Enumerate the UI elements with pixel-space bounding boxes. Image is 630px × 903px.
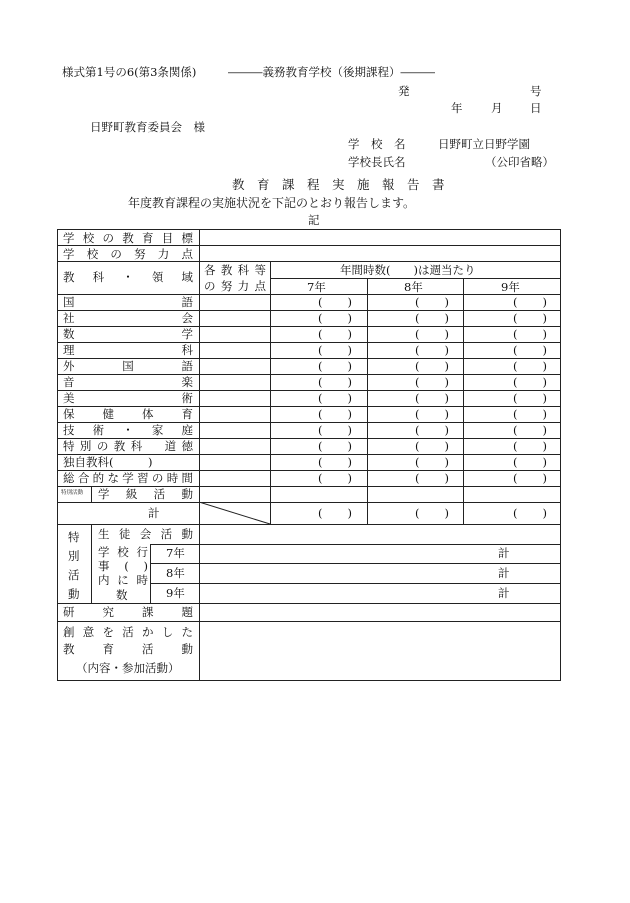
hours-cell-r8-g9: ( ) — [513, 423, 547, 437]
hours-cell-r6-g9: ( ) — [513, 391, 547, 405]
grade-7-header: 7年 — [307, 280, 326, 294]
effort-header-2: の 努 力 点 — [204, 279, 266, 293]
hours-cell-r12-g9: ( ) — [513, 506, 547, 520]
hours-cell-r7-g8: ( ) — [415, 407, 449, 421]
principal-label: 学校長氏名 — [348, 155, 406, 169]
day-label: 日 — [530, 101, 542, 115]
creative-2: 教 育 活 動 — [63, 642, 193, 656]
subject-header: 教 科 ・ 領 域 — [63, 270, 193, 284]
document-title: 教 育 課 程 実 施 報 告 書 — [232, 177, 445, 192]
hours-cell-r3-g9: ( ) — [513, 343, 547, 357]
subject-kokugo: 国 語 — [63, 295, 193, 309]
subject-ongaku: 音 楽 — [63, 375, 193, 389]
addressee: 日野町教育委員会 様 — [90, 120, 205, 134]
hours-cell-r5-g7: ( ) — [318, 375, 352, 389]
form-number: 様式第1号の6(第3条関係) — [62, 65, 197, 79]
year-label: 年 — [451, 101, 463, 115]
hours-cell-r5-g8: ( ) — [415, 375, 449, 389]
gyoji-grade-7: 7年 — [166, 546, 185, 560]
school-effort-label: 学 校 の 努 力 点 — [63, 247, 193, 261]
tokubetsu-small-label: 特別活動 — [61, 490, 84, 496]
grade-9-header: 9年 — [501, 280, 520, 294]
hours-cell-r2-g9: ( ) — [513, 327, 547, 341]
school-goal-label: 学 校 の 教 育 目 標 — [63, 231, 193, 245]
creative-1: 創 意 を 活 か し た — [63, 625, 193, 639]
hours-cell-r2-g8: ( ) — [415, 327, 449, 341]
gakkyu-katsudo: 学 級 活 動 — [98, 487, 193, 501]
hours-cell-r10-g9: ( ) — [513, 455, 547, 469]
hours-cell-r11-g9: ( ) — [513, 471, 547, 485]
total-label: 計 — [148, 506, 160, 520]
hours-cell-r11-g7: ( ) — [318, 471, 352, 485]
hours-cell-r12-g8: ( ) — [415, 506, 449, 520]
hours-cell-r9-g7: ( ) — [318, 439, 352, 453]
hours-cell-r4-g7: ( ) — [318, 359, 352, 373]
hours-cell-r8-g8: ( ) — [415, 423, 449, 437]
month-label: 月 — [491, 101, 503, 115]
hours-cell-r1-g9: ( ) — [513, 311, 547, 325]
hours-cell-r6-g8: ( ) — [415, 391, 449, 405]
hours-header: 年間時数( )は週当たり — [340, 263, 476, 277]
ki-label: 記 — [308, 213, 320, 227]
gyoji-2: 事 ( ) — [98, 559, 148, 573]
subject-hoken-taiiku: 保 健 体 育 — [63, 407, 193, 421]
subject-sogo: 総 合 的 な 学 習 の 時 間 — [63, 471, 193, 485]
hours-cell-r5-g9: ( ) — [513, 375, 547, 389]
subject-dokuji: 独自教科( ) — [63, 455, 153, 469]
subject-bijutsu: 美 術 — [63, 391, 193, 405]
hours-cell-r2-g7: ( ) — [318, 327, 352, 341]
hours-cell-r8-g7: ( ) — [318, 423, 352, 437]
subject-sugaku: 数 学 — [63, 327, 193, 341]
gyoji-grade-8: 8年 — [166, 566, 185, 580]
diagonal-line — [199, 502, 271, 524]
hours-cell-r1-g8: ( ) — [415, 311, 449, 325]
school-name-label: 学 校 名 — [348, 137, 406, 151]
tokubetsu-katsudo-label: 特別活動 — [68, 530, 80, 601]
hours-cell-r11-g8: ( ) — [415, 471, 449, 485]
gyoji-4: 数 — [116, 588, 128, 602]
hours-cell-r1-g7: ( ) — [318, 311, 352, 325]
gyoji-total-9: 計 — [498, 586, 510, 600]
hours-cell-r3-g8: ( ) — [415, 343, 449, 357]
grade-8-header: 8年 — [404, 280, 423, 294]
hours-cell-r6-g7: ( ) — [318, 391, 352, 405]
gyoji-total-8: 計 — [498, 566, 510, 580]
hours-cell-r3-g7: ( ) — [318, 343, 352, 357]
school-type: ―――義務教育学校（後期課程）――― — [228, 65, 435, 79]
hours-cell-r0-g9: ( ) — [513, 295, 547, 309]
school-name: 日野町立日野学園 — [438, 137, 530, 151]
creative-3: （内容・参加活動） — [76, 661, 180, 675]
gyoji-1: 学 校 行 — [98, 545, 148, 559]
hours-cell-r7-g7: ( ) — [318, 407, 352, 421]
intro-text: 年度教育課程の実施状況を下記のとおり報告します。 — [128, 196, 416, 210]
subject-rika: 理 科 — [63, 343, 193, 357]
subject-shakai: 社 会 — [63, 311, 193, 325]
subject-gijutsu-katei: 技 術 ・ 家 庭 — [63, 423, 193, 437]
hours-cell-r0-g7: ( ) — [318, 295, 352, 309]
hours-cell-r9-g9: ( ) — [513, 439, 547, 453]
hours-cell-r0-g8: ( ) — [415, 295, 449, 309]
hours-cell-r10-g8: ( ) — [415, 455, 449, 469]
gyoji-3: 内 に 時 — [98, 573, 148, 587]
hours-cell-r7-g9: ( ) — [513, 407, 547, 421]
report-form-table — [57, 229, 561, 681]
kenkyu-kadai: 研 究 課 題 — [63, 605, 193, 619]
seito-kai: 生 徒 会 活 動 — [98, 527, 193, 541]
hours-cell-r9-g8: ( ) — [415, 439, 449, 453]
issue-label: 発 — [398, 84, 410, 98]
subject-gaikokugo: 外 国 語 — [63, 359, 193, 373]
gyoji-total-7: 計 — [498, 546, 510, 560]
number-label: 号 — [530, 84, 542, 98]
hours-cell-r10-g7: ( ) — [318, 455, 352, 469]
seal-note: （公印省略） — [485, 155, 554, 169]
hours-cell-r12-g7: ( ) — [318, 506, 352, 520]
hours-cell-r4-g9: ( ) — [513, 359, 547, 373]
hours-cell-r4-g8: ( ) — [415, 359, 449, 373]
effort-header-1: 各 教 科 等 — [204, 263, 266, 277]
subject-doutoku: 特別の教科 道徳 — [63, 439, 193, 453]
gyoji-grade-9: 9年 — [166, 586, 185, 600]
